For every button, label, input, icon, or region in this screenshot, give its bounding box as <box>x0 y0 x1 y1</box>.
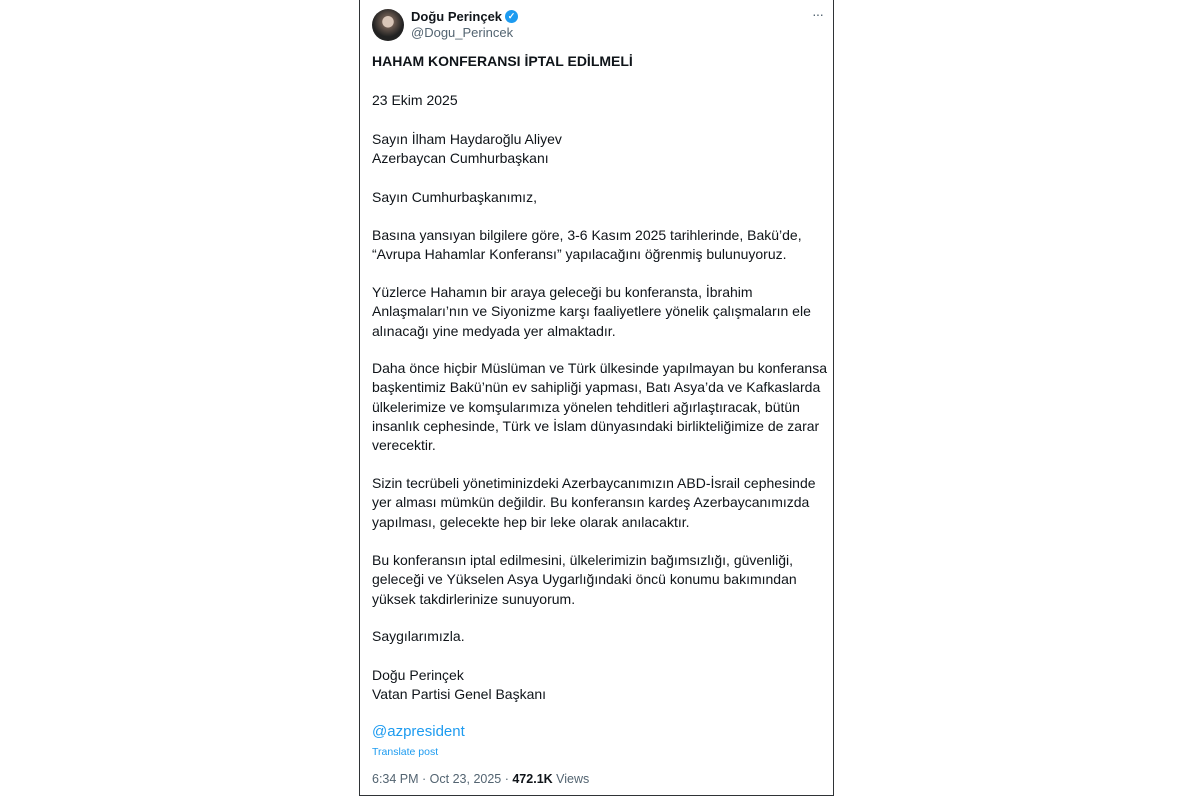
author-name[interactable] <box>411 9 518 24</box>
check-badge-icon: ✓ <box>505 10 518 23</box>
more-options-icon[interactable]: ··· <box>812 6 823 22</box>
greeting: Sayın Cumhurbaşkanımız, <box>372 189 537 205</box>
text-line: Sizin tecrübeli yönetiminizdeki Azerbaycanımızın ABD-İsrail cephesinde <box>372 475 816 491</box>
text-line: Azerbaycan Cumhurbaşkanı <box>372 150 549 167</box>
text-line: Basına yansıyan bilgilere göre, 3-6 Kasım 2025 tarihlerinde, Bakü’de, <box>372 227 802 243</box>
text-line: geleceği ve Yükselen Asya Uygarlığındaki öncü konumu bakımından <box>372 571 797 588</box>
text-line: Sayın İlham Haydaroğlu Aliyev <box>372 131 562 147</box>
avatar[interactable] <box>372 9 404 41</box>
text-line: “Avrupa Hahamlar Konferansı” yapılacağını öğrenmiş bulunuyoruz. <box>372 246 787 263</box>
text-line: Vatan Partisi Genel Başkanı <box>372 686 547 703</box>
paragraph-1 <box>372 226 802 265</box>
author-name-text: Doğu Perinçek <box>411 9 503 24</box>
views-count: 472.1K <box>512 772 553 786</box>
text-line: Anlaşmaları’nın ve Siyonizme karşı faaliyetlere yönelik çalışmaların ele <box>372 303 811 320</box>
tweet-card <box>359 0 834 796</box>
signature <box>372 666 546 705</box>
post-time[interactable]: 6:34 PM <box>372 772 419 786</box>
author-handle[interactable]: @Dogu_Perincek <box>411 25 514 40</box>
closing: Saygılarımızla. <box>372 628 465 644</box>
text-line: Yüzlerce Hahamın bir araya geleceği bu konferansta, İbrahim <box>372 284 753 300</box>
text-line: ülkelerimize ve komşularımıza yönelen tehditleri ağırlaştıracak, bütün <box>372 398 800 415</box>
translate-post-link[interactable]: Translate post <box>372 746 439 758</box>
post-title: HAHAM KONFERANSI İPTAL EDİLMELİ <box>372 53 633 69</box>
text-line: verecektir. <box>372 437 436 454</box>
post-meta <box>372 772 589 786</box>
text-line: insanlık cephesinde, Türk ve İslam dünyasındaki birlikteliğimize de zarar <box>372 417 820 434</box>
text-line: yapılması, gelecekte hep bir leke olarak anılacaktır. <box>372 513 690 530</box>
text-line: alınacağı yine medyada yer almaktadır. <box>372 322 616 339</box>
paragraph-4 <box>372 474 816 532</box>
paragraph-5 <box>372 551 797 609</box>
text-line: yer alması mümkün değildir. Bu konferansın kardeş Azerbaycanımızda <box>372 494 810 511</box>
post-date-link[interactable]: Oct 23, 2025 <box>429 772 502 786</box>
views-label: Views <box>552 772 590 786</box>
text-line: yüksek takdirlerinize sunuyorum. <box>372 590 576 607</box>
paragraph-3 <box>372 359 827 455</box>
separator: · <box>501 772 513 786</box>
text-line: başkentimiz Bakü’nün ev sahipliği yapması, Batı Asya’da ve Kafkaslarda <box>372 379 821 396</box>
separator: · <box>418 772 430 786</box>
paragraph-2 <box>372 283 811 341</box>
text-line: Doğu Perinçek <box>372 667 464 683</box>
text-line: Bu konferansın iptal edilmesini, ülkelerimizin bağımsızlığı, güvenliği, <box>372 552 793 568</box>
text-line: Daha önce hiçbir Müslüman ve Türk ülkesinde yapılmayan bu konferansa <box>372 360 827 376</box>
address <box>372 130 562 169</box>
mention-link[interactable]: @azpresident <box>372 723 465 740</box>
post-date: 23 Ekim 2025 <box>372 92 458 108</box>
